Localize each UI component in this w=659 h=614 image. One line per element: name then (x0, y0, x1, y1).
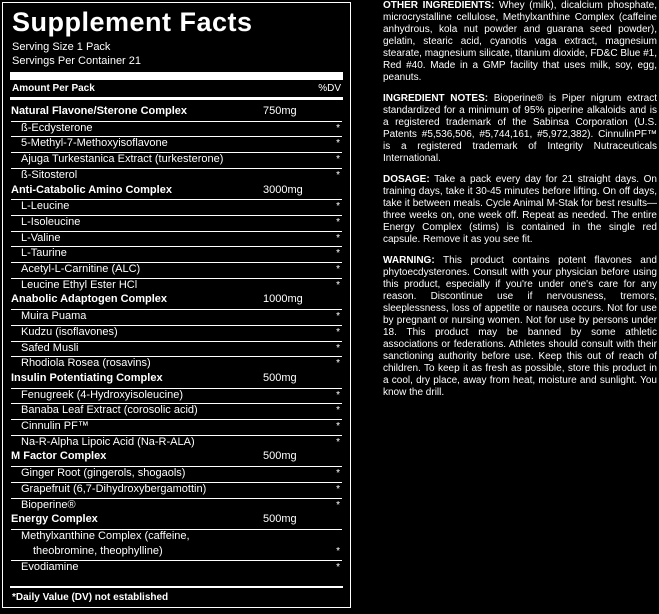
ingredient-row (11, 356, 342, 372)
daily-value-footnote: *Daily Value (DV) not established (12, 592, 169, 603)
ingredient-name: Banaba Leaf Extract (corosolic acid) (21, 404, 198, 417)
ingredient-name: Fenugreek (4-Hydroxyisoleucine) (21, 388, 184, 401)
ingredient-name: L-Isoleucine (21, 215, 81, 228)
other-ingredients-label: OTHER INGREDIENTS: (383, 0, 495, 11)
ingredient-name: Natural Flavone/Sterone Complex (11, 105, 188, 117)
ingredient-name: Energy Complex (11, 513, 98, 526)
other-ingredients-paragraph (383, 0, 657, 84)
ingredient-row (11, 199, 342, 215)
dv-asterisk: * (336, 216, 340, 228)
ingredient-name: Evodiamine (21, 561, 79, 574)
ingredient-name: ß-Ecdysterone (21, 121, 93, 134)
ingredient-row (11, 262, 342, 278)
dv-asterisk: * (336, 326, 340, 338)
ingredient-row (11, 136, 342, 152)
ingredient-row (11, 231, 342, 247)
dv-asterisk: * (336, 201, 340, 213)
amount-header-row (12, 83, 341, 96)
dv-asterisk: * (336, 499, 340, 511)
ingredient-name: Ajuga Turkestanica Extract (turkesterone) (21, 153, 224, 166)
ingredient-group-row (11, 450, 342, 465)
ingredient-row (11, 168, 342, 184)
ingredient-name: Cinnulin PF™ (21, 420, 89, 432)
ingredient-name: Anti-Catabolic Amino Complex (11, 183, 172, 196)
ingredient-row (11, 152, 342, 168)
ingredient-row (11, 388, 342, 404)
serving-size: Serving Size 1 Pack (12, 41, 111, 53)
servings-per-container: Servings Per Container 21 (12, 55, 142, 67)
ingredient-row (11, 121, 342, 137)
ingredient-row (11, 560, 342, 576)
dv-header-label: %DV (318, 83, 341, 94)
ingredient-notes-label: INGREDIENT NOTES: (383, 93, 489, 104)
ingredient-group-row (11, 184, 342, 199)
ingredient-name: Acetyl-L-Carnitine (ALC) (21, 263, 141, 275)
ingredient-row (11, 215, 342, 231)
ingredient-name: Safed Musli (21, 341, 79, 354)
dosage-paragraph (383, 174, 657, 246)
ingredient-row (11, 545, 342, 560)
ingredient-row (11, 435, 342, 451)
ingredient-name: Muira Puama (21, 310, 87, 323)
ingredient-row (11, 246, 342, 262)
dv-asterisk: * (336, 264, 340, 275)
dv-asterisk: * (336, 232, 340, 244)
dv-asterisk: * (336, 483, 340, 495)
panel-title: Supplement Facts (12, 7, 253, 37)
thick-divider (10, 72, 343, 80)
ingredient-row (11, 278, 342, 294)
ingredient-name: theobromine, theophylline) (33, 544, 163, 557)
ingredient-amount: 500mg (263, 450, 297, 463)
ingredient-name: Rhodiola Rosea (rosavins) (21, 357, 151, 370)
ingredient-row (11, 529, 342, 545)
ingredient-name: Kudzu (isoflavones) (21, 325, 118, 338)
ingredient-notes-paragraph (383, 93, 657, 165)
ingredient-name: Leucine Ethyl Ester HCl (21, 278, 138, 291)
ingredient-amount: 750mg (263, 105, 297, 117)
warning-paragraph (383, 255, 657, 399)
ingredient-row (11, 403, 342, 419)
ingredient-row (11, 498, 342, 514)
dv-asterisk: * (336, 545, 340, 557)
ingredient-name: Insulin Potentiating Complex (11, 371, 163, 384)
ingredient-group-row (11, 293, 342, 308)
ingredient-amount: 500mg (263, 371, 297, 384)
dv-asterisk: * (336, 405, 340, 417)
ingredient-row (11, 482, 342, 498)
ingredient-name: Anabolic Adaptogen Complex (11, 293, 168, 306)
ingredient-row (11, 466, 342, 482)
ingredient-group-row (11, 105, 342, 120)
ingredient-amount: 1000mg (263, 293, 303, 306)
ingredient-row (11, 325, 342, 341)
medium-divider (10, 97, 343, 100)
dv-asterisk: * (336, 169, 340, 181)
ingredient-amount: 500mg (263, 513, 297, 526)
ingredient-name: M Factor Complex (11, 450, 107, 463)
dv-asterisk: * (336, 468, 340, 480)
ingredient-group-row (11, 372, 342, 387)
ingredient-group-row (11, 513, 342, 528)
ingredient-name: Methylxanthine Complex (caffeine, (21, 529, 190, 542)
dv-asterisk: * (336, 138, 340, 150)
ingredient-name: Na-R-Alpha Lipoic Acid (Na-R-ALA) (21, 435, 195, 448)
dv-asterisk: * (336, 154, 340, 166)
dv-asterisk: * (336, 279, 340, 291)
dv-asterisk: * (336, 311, 340, 323)
ingredient-amount: 3000mg (263, 183, 303, 196)
bottom-divider (10, 586, 343, 588)
ingredient-name: L-Taurine (21, 247, 67, 260)
dosage-label: DOSAGE: (383, 174, 430, 185)
ingredient-row (11, 419, 342, 435)
dv-asterisk: * (336, 436, 340, 448)
ingredient-name: ß-Sitosterol (21, 168, 78, 181)
dv-asterisk: * (336, 389, 340, 401)
dv-asterisk: * (336, 358, 340, 370)
warning-text: This product contains potent flavones and phytoecdysterones. Consult with your physician before using this product, especially if you're under one's care for any reason. Discontinue use if nervousness, tremors, sleeplessness, loss of appetite or nausea occurs. Not for use by pregnant or nursing women. Not for use by persons under 18. This product may be banned by some athletic associations or federations. Athletes should consult with their sanctioning authority before use. Keep this out of reach of children. To keep it as fresh as possible, store this product in a cool, dry place, away from heat, moisture and sunlight. You know the drill. (383, 255, 657, 398)
ingredient-name: 5-Methyl-7-Methoxyisoflavone (21, 137, 168, 150)
ingredient-name: Grapefruit (6,7-Dihydroxybergamottin) (21, 482, 207, 495)
amount-per-pack-label: Amount Per Pack (12, 83, 95, 94)
dv-asterisk: * (336, 342, 340, 354)
ingredient-notes-text: Bioperine® is Piper nigrum extract standardized for a minimum of 95% piperine alkaloids and is a registered trademark of the Sabinsa Corporation (U.S. Patents #5,536,506, #5,744,161, #5,972,382). CinnulinPF™ is a registered trademark of Integrity Nutraceuticals International. (383, 93, 657, 164)
ingredient-name: Ginger Root (gingerols, shogaols) (21, 467, 186, 480)
supplement-facts-panel (2, 2, 351, 608)
ingredient-name: Bioperine® (21, 498, 76, 511)
ingredient-name: L-Leucine (21, 200, 70, 213)
label-text-column (383, 0, 657, 408)
warning-label: WARNING: (383, 255, 435, 266)
other-ingredients-text: Whey (milk), dicalcium phosphate, microcrystalline cellulose, Methylxanthine Complex (caffeine anhydrous, kola nut powder and guarana seed powder), gelatin, stearic acid, cyanotis vaga extract, magnesium stearate, magnesium silicate, titanium dioxide, FD&C Blue #1, Red #40. Made in a GMP facility that uses milk, soy, egg, peanuts. (383, 0, 658, 83)
dv-asterisk: * (336, 122, 340, 134)
dosage-text: Take a pack every day for 21 straight days. On training days, take it 30-45 minutes before lifting. On off days, take it between meals. Cycle Animal M-Stak for best results—three weeks on, one week off. Repeat as needed. The entire Energy Complex (stims) is contained in the single red capsule. Remove it as you see fit. (383, 174, 657, 245)
dv-asterisk: * (336, 421, 340, 432)
ingredient-row (11, 309, 342, 325)
ingredient-row (11, 341, 342, 357)
dv-asterisk: * (336, 562, 340, 574)
dv-asterisk: * (336, 248, 340, 260)
ingredient-name: L-Valine (21, 231, 61, 244)
